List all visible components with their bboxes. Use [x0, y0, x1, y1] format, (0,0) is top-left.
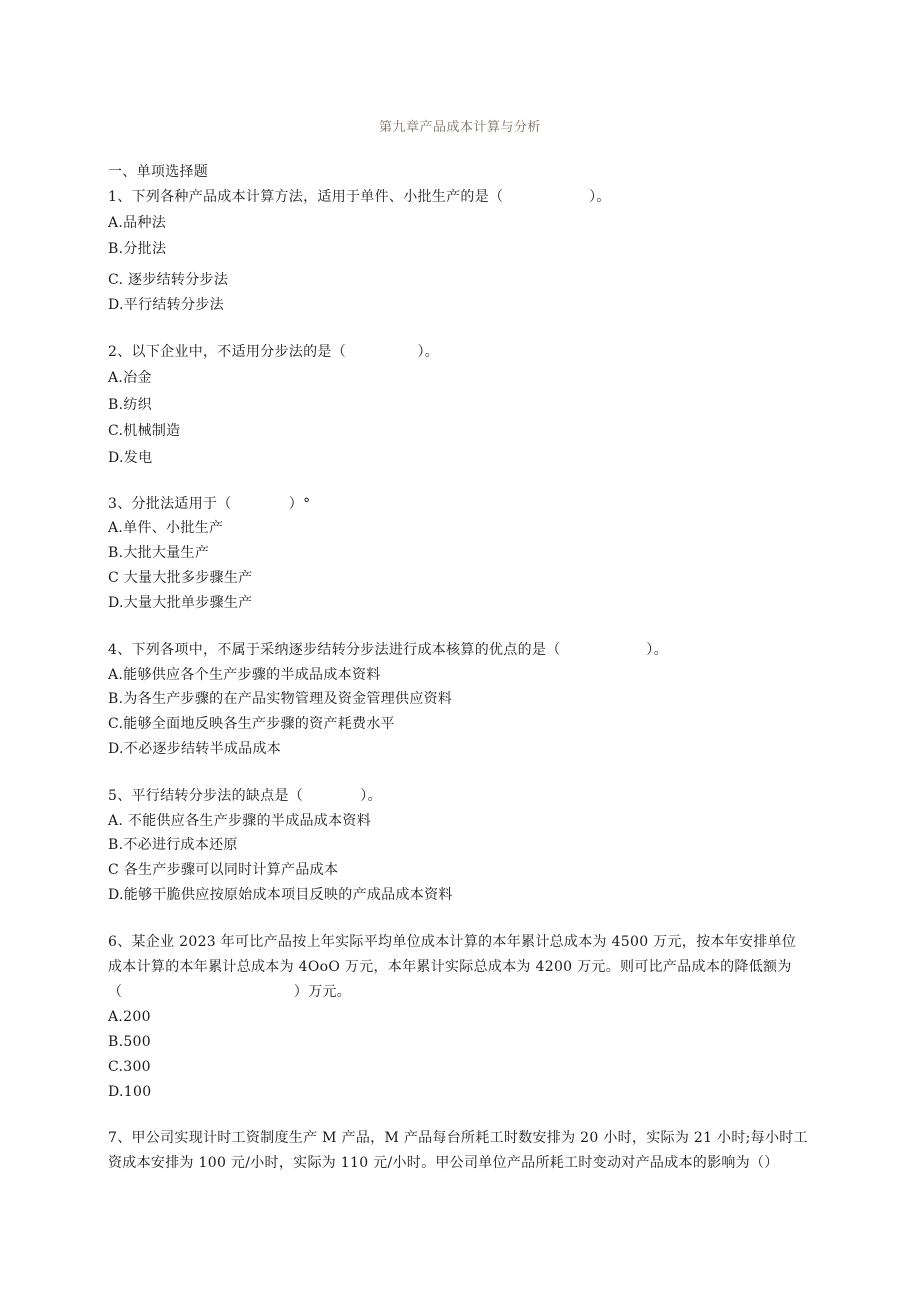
chapter-title: 第九章产品成本计算与分析: [378, 120, 541, 135]
question-4-option-d: D.不必逐步结转半成品成本: [108, 741, 282, 757]
question-4-option-a: A.能够供应各个生产步骤的半成品成本资料: [108, 667, 381, 683]
question-1-option-a: A.品种法: [108, 215, 167, 231]
question-1-option-b: B.分批法: [108, 241, 167, 257]
question-4-option-c: C.能够全面地反映各生产步骤的资产耗费水平: [108, 716, 395, 732]
question-5-option-a: A. 不能供应各生产步骤的半成品成本资料: [108, 813, 372, 829]
question-7-stem-line2: 资成本安排为 100 元/小时，实际为 110 元/小时。甲公司单位产品所耗工时变动对产品成本的影响为（）: [108, 1155, 779, 1171]
question-6-option-b: B.500: [108, 1034, 151, 1050]
question-2-stem: 2、以下企业中，不适用分步法的是（ ）。: [108, 344, 440, 360]
question-1-option-d: D.平行结转分步法: [108, 297, 224, 313]
question-5-option-b: B.不必进行成本还原: [108, 837, 238, 853]
question-6-stem-line2: 成本计算的本年累计总成本为 4OoO 万元，本年累计实际总成本为 4200 万元。则可比产品成本的降低额为: [108, 959, 792, 975]
question-6-option-d: D.100: [108, 1084, 152, 1100]
question-6-stem-line1: 6、某企业 2023 年可比产品按上年实际平均单位成本计算的本年累计总成本为 4500 万元，按本年安排单位: [108, 934, 797, 950]
question-2-option-c: C.机械制造: [108, 423, 181, 439]
question-1-stem: 1、下列各种产品成本计算方法，适用于单件、小批生产的是（ ）。: [108, 189, 611, 205]
question-1-option-c: C. 逐步结转分步法: [108, 272, 229, 288]
question-5-option-c: C 各生产步骤可以同时计算产品成本: [108, 862, 339, 878]
question-2-option-a: A.冶金: [108, 370, 152, 386]
question-2-option-d: D.发电: [108, 450, 153, 466]
question-2-option-b: B.纺织: [108, 397, 152, 413]
question-3-option-d: D.大量大批单步骤生产: [108, 595, 253, 611]
question-5-option-d: D.能够干脆供应按原始成本项目反映的产成品成本资料: [108, 887, 453, 903]
question-3-option-a: A.单件、小批生产: [108, 520, 224, 536]
question-3-stem: 3、分批法适用于（ ）°: [108, 496, 311, 512]
question-3-option-b: B.大批大量生产: [108, 545, 210, 561]
question-6-stem-line3: （ ）万元。: [108, 984, 352, 1000]
question-6-option-c: C.300: [108, 1059, 151, 1075]
question-5-stem: 5、平行结转分步法的缺点是（ ）。: [108, 788, 382, 804]
question-4-option-b: B.为各生产步骤的在产品实物管理及资金管理供应资料: [108, 691, 453, 707]
section-heading: 一、单项选择题: [108, 164, 209, 180]
question-7-stem-line1: 7、甲公司实现计时工资制度生产 M 产品，M 产品每台所耗工时数安排为 20 小时，实际为 21 小时;每小时工: [108, 1130, 808, 1146]
question-3-option-c: C 大量大批多步骤生产: [108, 570, 253, 586]
question-4-stem: 4、下列各项中，不属于采纳逐步结转分步法进行成本核算的优点的是（ ）。: [108, 642, 668, 658]
question-6-option-a: A.200: [108, 1009, 151, 1025]
